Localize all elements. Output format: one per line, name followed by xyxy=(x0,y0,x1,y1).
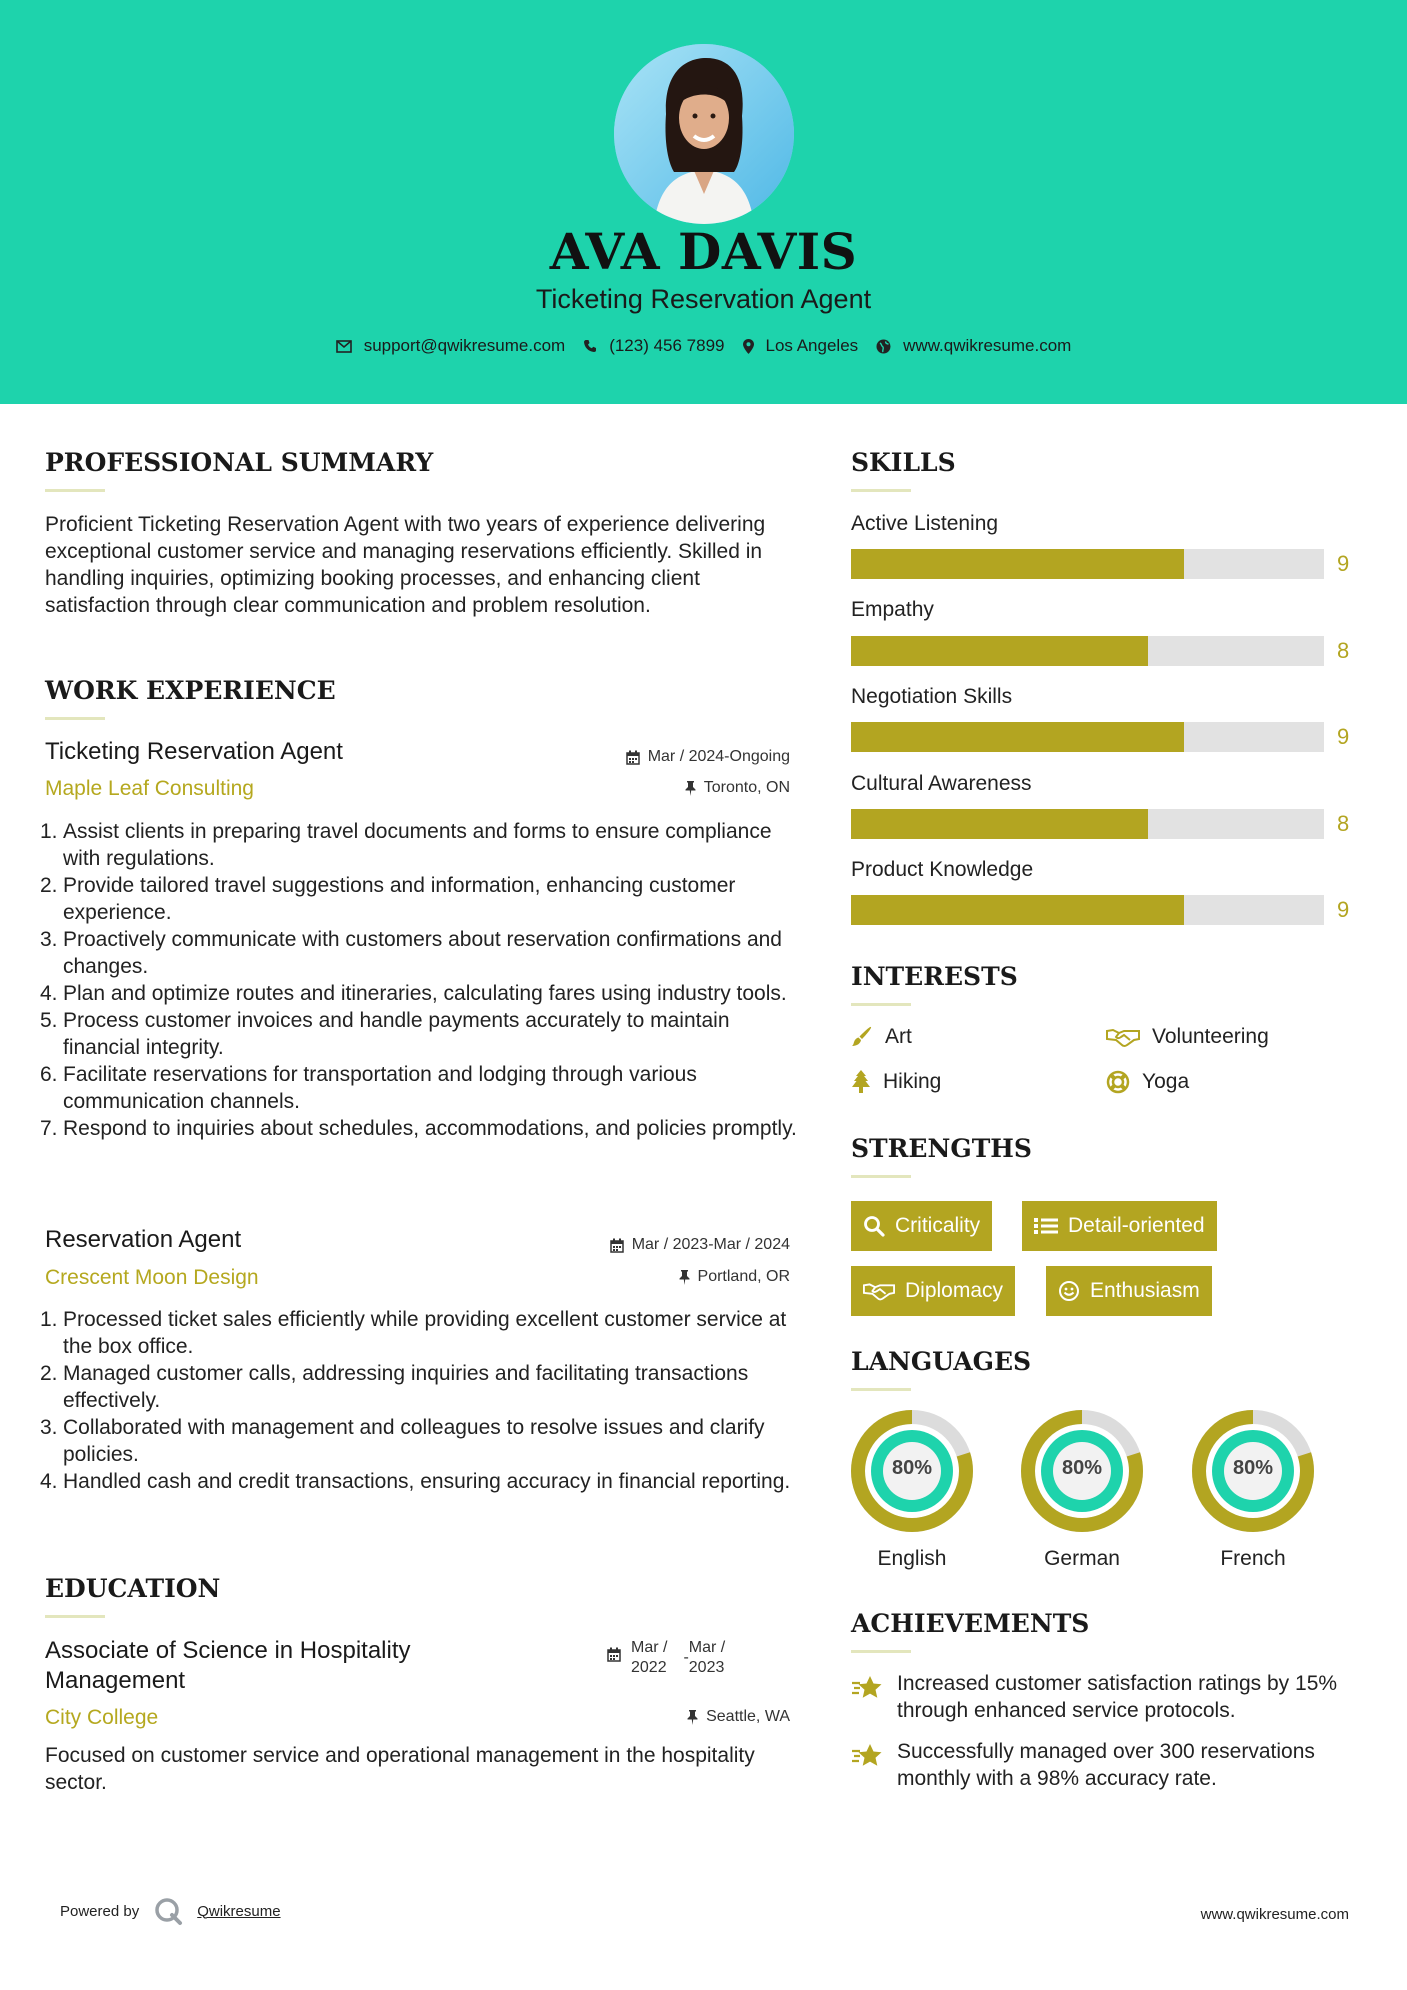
list-text: Plan and optimize routes and itineraries, calculating fares using industry tools. xyxy=(63,982,787,1005)
skill-bar-fill xyxy=(851,549,1184,579)
skills-title: SKILLS xyxy=(851,448,956,477)
job-duties-list xyxy=(40,818,805,1142)
skill-score: 8 xyxy=(1337,638,1350,663)
tree-icon xyxy=(851,1070,871,1094)
list-text: Collaborated with management and colleagues to resolve issues and clarify policies. xyxy=(63,1416,765,1466)
contact-phone[interactable] xyxy=(583,336,724,356)
language-label: German xyxy=(1044,1547,1120,1570)
job-dates xyxy=(610,1236,790,1254)
list-item xyxy=(40,1007,805,1061)
achievement-text: Successfully managed over 300 reservations monthly with a 98% accuracy rate. xyxy=(897,1740,1315,1790)
pushpin-icon xyxy=(685,781,696,796)
footer-website[interactable]: www.qwikresume.com xyxy=(1200,1906,1349,1923)
skill-label: Active Listening xyxy=(851,512,999,535)
map-pin-icon xyxy=(743,339,754,354)
language-item xyxy=(850,1409,974,1570)
list-item xyxy=(40,1414,805,1468)
job-dates xyxy=(626,748,790,766)
strength-label: Criticality xyxy=(895,1214,981,1237)
skill-bar-track xyxy=(851,722,1324,752)
strengths-divider xyxy=(851,1175,911,1178)
education-start xyxy=(631,1638,667,1678)
achievements-divider xyxy=(851,1650,911,1653)
education-location-text: Seattle, WA xyxy=(706,1708,790,1725)
job-location-text: Toronto, ON xyxy=(703,779,790,796)
skill-label: Empathy xyxy=(851,598,934,621)
skills-divider xyxy=(851,489,911,492)
list-text: Provide tailored travel suggestions and information, enhancing customer experience. xyxy=(63,874,736,924)
contact-email[interactable] xyxy=(336,336,566,356)
education-title: EDUCATION xyxy=(45,1574,221,1603)
list-number: 3. xyxy=(40,1416,58,1439)
skill-label: Product Knowledge xyxy=(851,858,1034,881)
education-divider xyxy=(45,1615,105,1618)
list-item xyxy=(40,872,805,926)
lifering-icon xyxy=(1106,1070,1130,1094)
education-end xyxy=(689,1638,725,1678)
company-name: Maple Leaf Consulting xyxy=(45,777,254,800)
list-text: Proactively communicate with customers about reservation confirmations and changes. xyxy=(63,928,782,978)
interest-item xyxy=(851,1070,941,1094)
job-location xyxy=(685,779,790,797)
job-location-text: Portland, OR xyxy=(697,1268,790,1285)
interest-item xyxy=(851,1025,912,1049)
calendar-icon xyxy=(626,750,640,765)
interest-item xyxy=(1106,1025,1269,1049)
degree-title xyxy=(45,1636,411,1696)
achievements-title: ACHIEVEMENTS xyxy=(851,1609,1090,1638)
language-percent: 80% xyxy=(1232,1457,1274,1479)
list-number: 1. xyxy=(40,820,58,843)
pushpin-icon xyxy=(687,1710,698,1725)
handshake-icon xyxy=(863,1281,895,1301)
school-name: City College xyxy=(45,1706,159,1729)
search-icon xyxy=(863,1215,885,1237)
company-name: Crescent Moon Design xyxy=(45,1266,259,1289)
list-number: 1. xyxy=(40,1308,58,1331)
strength-tag xyxy=(1022,1201,1217,1251)
list-item xyxy=(40,1306,805,1360)
handshake-icon xyxy=(1106,1027,1140,1047)
list-text: Respond to inquiries about schedules, accommodations, and policies promptly. xyxy=(63,1117,797,1140)
skill-bar-fill xyxy=(851,895,1184,925)
start-month: Mar / xyxy=(631,1639,668,1656)
job-dates-text: Mar / 2023-Mar / 2024 xyxy=(631,1236,790,1253)
contact-bar xyxy=(0,336,1407,356)
list-number: 4. xyxy=(40,1470,58,1493)
job-title: Reservation Agent xyxy=(45,1226,242,1253)
skill-label: Cultural Awareness xyxy=(851,772,1032,795)
list-number: 2. xyxy=(40,1362,58,1385)
list-number: 3. xyxy=(40,928,58,951)
education-text: Focused on customer service and operational management in the hospitality sector. xyxy=(45,1744,755,1794)
skill-bar-fill xyxy=(851,722,1184,752)
date-dash: - xyxy=(683,1649,689,1666)
language-percent: 80% xyxy=(891,1457,933,1479)
candidate-name: AVA DAVIS xyxy=(549,222,858,281)
job-title: Ticketing Reservation Agent xyxy=(45,738,343,765)
skill-score: 9 xyxy=(1337,724,1350,749)
star-award-icon xyxy=(851,1742,885,1768)
qwikresume-link[interactable]: Qwikresume xyxy=(197,1902,281,1920)
phone-text: (123) 456 7899 xyxy=(609,336,725,355)
summary-title: PROFESSIONAL SUMMARY xyxy=(45,448,434,477)
skill-bar-fill xyxy=(851,636,1148,666)
skill-score: 9 xyxy=(1337,897,1350,922)
list-item xyxy=(40,926,805,980)
experience-title: WORK EXPERIENCE xyxy=(45,676,336,705)
interests-divider xyxy=(851,1003,911,1006)
profile-photo xyxy=(614,44,794,224)
powered-by-label: Powered by xyxy=(60,1902,140,1920)
strengths-title: STRENGTHS xyxy=(851,1134,1032,1163)
skill-score: 8 xyxy=(1337,811,1350,836)
list-item xyxy=(40,1061,805,1115)
strength-tag xyxy=(851,1266,1015,1316)
skill-bar-track xyxy=(851,549,1324,579)
envelope-icon xyxy=(336,340,352,353)
education-location xyxy=(687,1708,790,1726)
qwikresume-logo-icon xyxy=(153,1896,183,1926)
globe-icon xyxy=(876,339,891,354)
list-item xyxy=(40,980,805,1007)
website-text: www.qwikresume.com xyxy=(903,336,1072,355)
list-item xyxy=(40,1360,805,1414)
list-icon xyxy=(1034,1216,1058,1236)
skill-bar-track xyxy=(851,636,1324,666)
list-text: Managed customer calls, addressing inquiries and facilitating transactions effectively. xyxy=(63,1362,749,1412)
summary-text: Proficient Ticketing Reservation Agent with two years of experience delivering exceptional customer service and managing reservations efficiently. Skilled in handling inquiries, optimizing booking processes, and enhancing client satisfaction through clear communication and problem resolution. xyxy=(45,513,766,617)
pushpin-icon xyxy=(679,1270,690,1285)
contact-location xyxy=(743,336,859,356)
job-dates-text: Mar / 2024-Ongoing xyxy=(647,748,790,765)
language-label: English xyxy=(877,1547,947,1570)
list-number: 2. xyxy=(40,874,58,897)
summary-divider xyxy=(45,489,105,492)
list-number: 6. xyxy=(40,1063,58,1086)
list-item xyxy=(40,1115,805,1142)
list-text: Assist clients in preparing travel documents and forms to ensure compliance with regulations. xyxy=(63,820,772,870)
interest-item xyxy=(1106,1070,1189,1094)
star-award-icon xyxy=(851,1674,885,1700)
profile-photo-image xyxy=(614,44,794,224)
experience-divider xyxy=(45,717,105,720)
language-percent: 80% xyxy=(1061,1457,1103,1479)
language-item xyxy=(1020,1409,1144,1570)
strength-label: Diplomacy xyxy=(905,1279,1004,1302)
contact-website[interactable] xyxy=(876,336,1071,356)
language-item xyxy=(1191,1409,1315,1570)
degree-line-1: Associate of Science in Hospitality xyxy=(45,1637,411,1664)
phone-icon xyxy=(583,339,597,353)
paintbrush-icon xyxy=(851,1026,873,1048)
skill-bar-track xyxy=(851,895,1324,925)
languages-title: LANGUAGES xyxy=(851,1347,1032,1376)
list-text: Processed ticket sales efficiently while providing excellent customer service at the box office. xyxy=(63,1308,787,1358)
degree-line-2: Management xyxy=(45,1667,186,1694)
skill-label: Negotiation Skills xyxy=(851,685,1013,708)
interests-title: INTERESTS xyxy=(851,962,1018,991)
education-dates xyxy=(607,1638,725,1678)
strength-tag xyxy=(851,1201,992,1251)
strength-label: Detail-oriented xyxy=(1068,1214,1205,1237)
calendar-icon xyxy=(610,1238,624,1253)
skill-bar-track xyxy=(851,809,1324,839)
end-month: Mar / xyxy=(688,1639,726,1656)
smile-icon xyxy=(1058,1280,1080,1302)
languages-divider xyxy=(851,1388,911,1391)
location-text: Los Angeles xyxy=(765,336,859,355)
language-label: French xyxy=(1220,1547,1286,1570)
list-text: Facilitate reservations for transportation and lodging through various communication channels. xyxy=(63,1063,697,1113)
achievement-item xyxy=(851,1738,1371,1792)
list-item xyxy=(40,1468,805,1495)
interest-label: Volunteering xyxy=(1152,1025,1269,1048)
list-text: Process customer invoices and handle payments accurately to maintain financial integrity. xyxy=(63,1009,730,1059)
skill-bar-fill xyxy=(851,809,1148,839)
job-duties-list xyxy=(40,1306,805,1495)
resume-header xyxy=(0,0,1407,404)
strength-tag xyxy=(1046,1266,1212,1316)
job-location xyxy=(679,1268,790,1286)
footer-powered-by xyxy=(60,1896,281,1926)
candidate-role: Ticketing Reservation Agent xyxy=(535,284,872,314)
achievement-item xyxy=(851,1670,1371,1724)
achievement-text: Increased customer satisfaction ratings by 15% through enhanced service protocols. xyxy=(897,1672,1338,1722)
start-year: 2022 xyxy=(631,1659,667,1676)
strength-label: Enthusiasm xyxy=(1090,1279,1200,1302)
calendar-icon xyxy=(607,1647,621,1662)
interest-label: Art xyxy=(885,1025,912,1048)
list-number: 7. xyxy=(40,1117,58,1140)
list-text: Handled cash and credit transactions, ensuring accuracy in financial reporting. xyxy=(63,1470,791,1493)
interest-label: Hiking xyxy=(883,1070,942,1093)
list-number: 4. xyxy=(40,982,58,1005)
email-text: support@qwikresume.com xyxy=(363,336,566,355)
list-item xyxy=(40,818,805,872)
skill-score: 9 xyxy=(1337,551,1350,576)
interest-label: Yoga xyxy=(1142,1070,1190,1093)
list-number: 5. xyxy=(40,1009,58,1032)
end-year: 2023 xyxy=(688,1659,725,1676)
